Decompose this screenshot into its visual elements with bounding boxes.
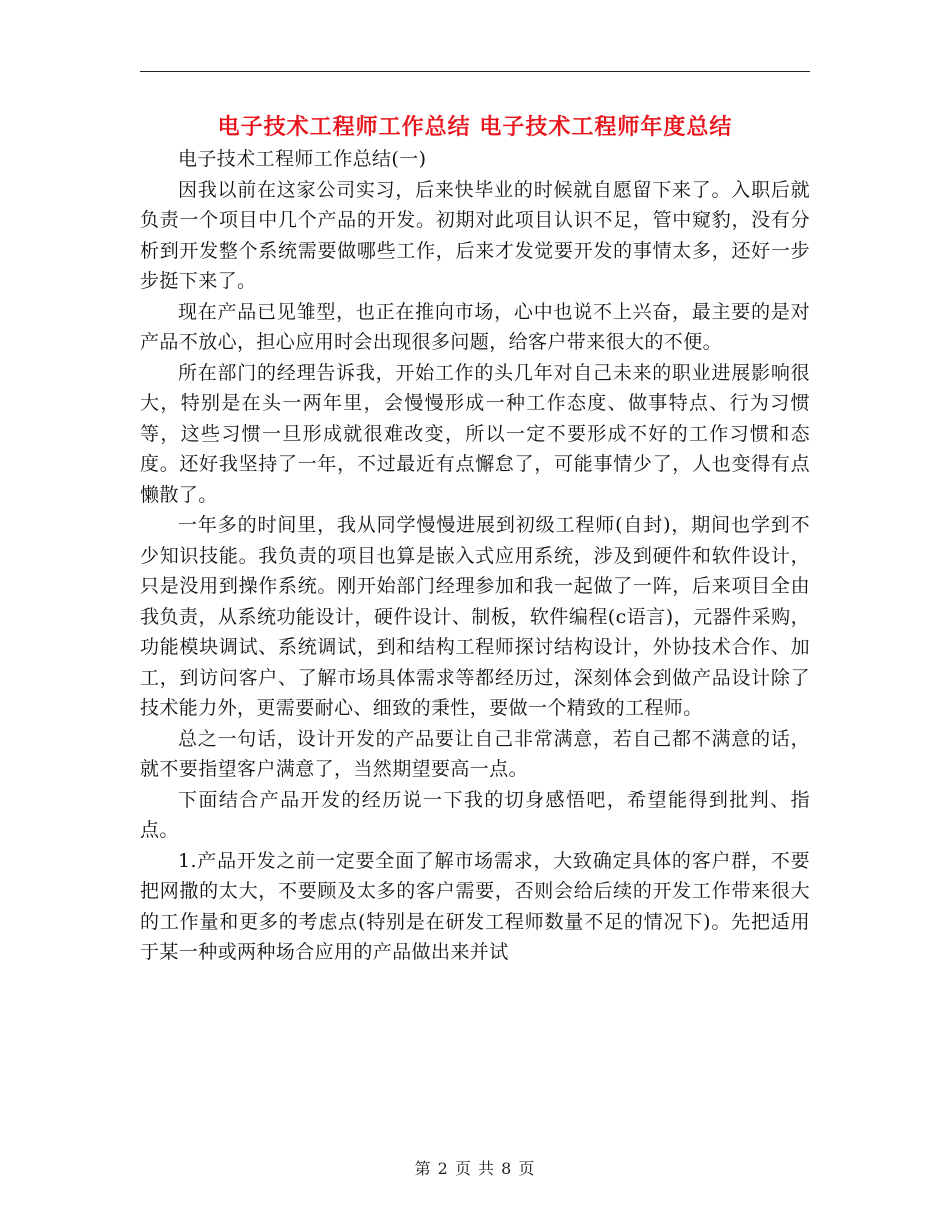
document-title: 电子技术工程师工作总结 电子技术工程师年度总结: [217, 114, 733, 140]
paragraph-4: 一年多的时间里，我从同学慢慢进展到初级工程师(自封)，期间也学到不少知识技能。我负责的项目也算是嵌入式应用系统，涉及到硬件和软件设计，只是没用到操作系统。刚开始部门经理参加和我一起做了一阵，后来项目全由我负责，从系统功能设计，硬件设计、制板，软件编程(c语言)，元器件采购，功能模块调试、系统调试，到和结构工程师探讨结构设计，外协技术合作、加工，到访问客户、了解市场具体需求等都经历过，深刻体会到做产品设计除了技术能力外，更需要耐心、细致的秉性，要做一个精致的工程师。: [140, 514, 810, 719]
paragraph-7: 1.产品开发之前一定要全面了解市场需求，大致确定具体的客户群，不要把网撒的太大，不要顾及太多的客户需要，否则会给后续的开发工作带来很大的工作量和更多的考虑点(特别是在研发工程师数量不足的情况下)。先把适用于某一种或两种场合应用的产品做出来并试: [140, 849, 810, 963]
document-body: [140, 144, 810, 968]
page-number-footer: 第 2 页 共 8 页: [414, 1159, 536, 1178]
paragraph-3: 所在部门的经理告诉我，开始工作的头几年对自己未来的职业进展影响很大，特别是在头一两年里，会慢慢形成一种工作态度、做事特点、行为习惯等，这些习惯一旦形成就很难改变，所以一定不要形成不好的工作习惯和态度。还好我坚持了一年，不过最近有点懈怠了，可能事情少了，人也变得有点懒散了。: [140, 361, 810, 506]
paragraph-2: 现在产品已见雏型，也正在推向市场，心中也说不上兴奋，最主要的是对产品不放心，担心应用时会出现很多问题，给客户带来很大的不便。: [140, 300, 810, 353]
paragraph-6: 下面结合产品开发的经历说一下我的切身感悟吧，希望能得到批判、指点。: [140, 788, 810, 841]
paragraph-5: 总之一句话，设计开发的产品要让自己非常满意，若自己都不满意的话，就不要指望客户满意了，当然期望要高一点。: [140, 727, 810, 780]
section-subtitle: 电子技术工程师工作总结(一): [178, 148, 427, 170]
paragraph-1: 因我以前在这家公司实习，后来快毕业的时候就自愿留下来了。入职后就负责一个项目中几个产品的开发。初期对此项目认识不足，管中窥豹，没有分析到开发整个系统需要做哪些工作，后来才发觉要开发的事情太多，还好一步步挺下来了。: [140, 178, 810, 292]
header-rule: [140, 71, 810, 72]
